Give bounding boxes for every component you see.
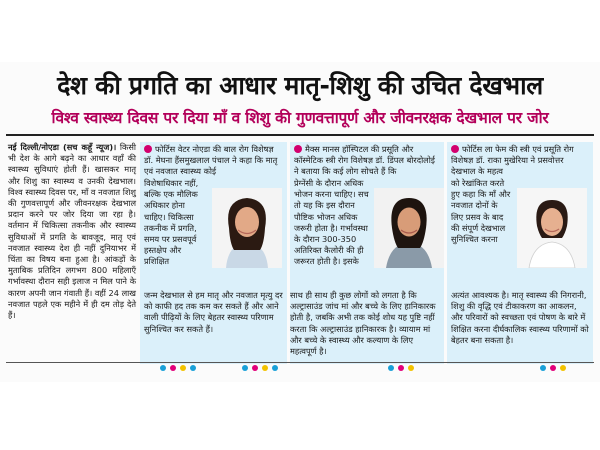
quote-text-continued: साथ ही साथ ही कुछ लोगों को लगता है कि अल्ट्रासाउंड जांच मां और बच्चे के लिए हानिकारक होती है, जबकि अभी तक कोई शोध यह पुष्टि नहीं करता कि अल्ट्रासाउंड हानिकारक है। व्यायाम मां और बच्चे के स्वास्थ्य और कल्याण के लिए महत्वपूर्ण है। bbox=[290, 290, 436, 357]
bullet-icon bbox=[144, 145, 152, 153]
decorative-dot bbox=[408, 365, 414, 371]
decorative-dot bbox=[252, 365, 258, 371]
bullet-icon bbox=[294, 145, 302, 153]
decorative-dot bbox=[160, 365, 166, 371]
quote-intro: फोर्टिस वेटर नोएडा की बाल रोग विशेषज्ञ डॉ. मेघना हैंसमुखलाल पंचाल ने कहा कि मातृ एवं नवजात स्वास्थ्य कोई bbox=[144, 144, 278, 177]
decorative-dot bbox=[190, 365, 196, 371]
article-body: नई दिल्ली/नोएडा (सच कहूँ न्यूज)। किसी भी देश के आगे बढ़ने का आधार वहाँ की स्वास्थ्य सुविधाएं होती हैं। खासकर मातृ और शिशु का स्वास्थ्य व उनकी देखभाल। विश्व स्वास्थ्य दिवस पर, माँ व नवजात शिशु की गुणवत्तापूर्ण और जीवनरक्षक देखभाल प्रदान करने पर जोर दिया जा रहा है। वर्तमान में चिकित्सा तकनीक और स्वास्थ्य सुविधाओं में प्रगति के बावजूद, मातृ एवं नवजात स्वास्थ्य देश ही नहीं दुनियाभर में चिंता का विषय बना हुआ है। आंकड़ों के मुताबिक प्रतिदिन लगभग 800 महिलाएँ गर्भावस्था दौरान सही इलाज न मिल पाने के कारण अपनी जान गंवाती हैं। वहीं 24 लाख नवजात पहले एक महीने में ही दम तोड़ देते हैं। bbox=[8, 142, 136, 321]
bullet-icon bbox=[451, 145, 459, 153]
decorative-dot bbox=[242, 365, 248, 371]
quote-text: विशेषाधिकार नहीं, बल्कि एक मौलिक अधिकार होना चाहिए। चिकित्सा तकनीक में प्रगति, समय पर प्रसवपूर्व हस्तक्षेप और प्रशिक्षित bbox=[144, 178, 199, 267]
quote-intro: फोर्टिस ला फेम की स्त्री एवं प्रसूति रोग विशेषज्ञ डॉ. राका मुखेरिया ने प्रसवोत्तर देखभाल के महत्व bbox=[451, 144, 574, 177]
decorative-dot bbox=[180, 365, 186, 371]
quote-text: प्रेग्नेंसी के दौरान अधिक भोजन करना चाहिए। सच तो यह कि इस दौरान पौष्टिक भोजन अधिक जरूरी होता है। गर्भावस्था के दौरान 300-350 अतिरिक्त कैलोरी की ही जरूरत होती है। इसके bbox=[294, 178, 369, 267]
decorative-dot bbox=[388, 365, 394, 371]
quote-text-continued: अत्यंत आवश्यक है। मातृ स्वास्थ्य की निगरानी, शिशु की वृद्धि एवं टीकाकरण का आकलन, और परिवारों को स्वच्छता एवं पोषण के बारे में शिक्षित करना दीर्घकालिक स्वास्थ्य परिणामों को बेहतर बना सकता है। bbox=[451, 290, 589, 345]
decorative-dot bbox=[398, 365, 404, 371]
quote-intro: मैक्स मानस हॉस्पिटल की प्रसूति और कॉस्मेटिक स्त्री रोग विशेषज्ञ डॉ. डिंपल बोरदोलोई ने बताया कि कई लोग सोचते हैं कि bbox=[294, 144, 435, 177]
quote-text: को रेखांकित करते हुए कहा कि माँ और नवजात दोनों के लिए प्रसव के बाद की संपूर्ण देखभाल सुनिश्चित करना bbox=[451, 178, 511, 245]
expert-quote-box-3 bbox=[447, 142, 593, 364]
doctor-portrait bbox=[212, 188, 282, 268]
decorative-dot bbox=[550, 365, 556, 371]
decorative-dot bbox=[170, 365, 176, 371]
expert-quote-box-2 bbox=[290, 142, 444, 364]
decorative-dot bbox=[262, 365, 268, 371]
decorative-dot bbox=[272, 365, 278, 371]
decorative-dot bbox=[540, 365, 546, 371]
bottom-divider bbox=[6, 362, 594, 363]
decorative-dot bbox=[560, 365, 566, 371]
subheadline: विश्व स्वास्थ्य दिवस पर दिया माँ व शिशु की गुणवत्तापूर्ण और जीवनरक्षक देखभाल पर जोर bbox=[51, 109, 549, 127]
doctor-portrait bbox=[517, 188, 587, 268]
expert-quote-box-1 bbox=[140, 142, 287, 364]
lead-article-column bbox=[8, 142, 136, 321]
quote-text-continued: जन्म देखभाल से हम मातृ और नवजात मृत्यु दर को काफी हद तक कम कर सकते हैं और आने वाली पीढ़ियों के लिए बेहतर स्वास्थ्य परिणाम सुनिश्चित कर सकते हैं। bbox=[144, 290, 283, 334]
divider bbox=[6, 134, 594, 136]
headline: देश की प्रगति का आधार मातृ-शिशु की उचित देखभाल bbox=[57, 71, 543, 100]
doctor-portrait bbox=[374, 188, 444, 268]
dateline: नई दिल्ली/नोएडा (सच कहूँ न्यूज)। bbox=[8, 142, 117, 152]
